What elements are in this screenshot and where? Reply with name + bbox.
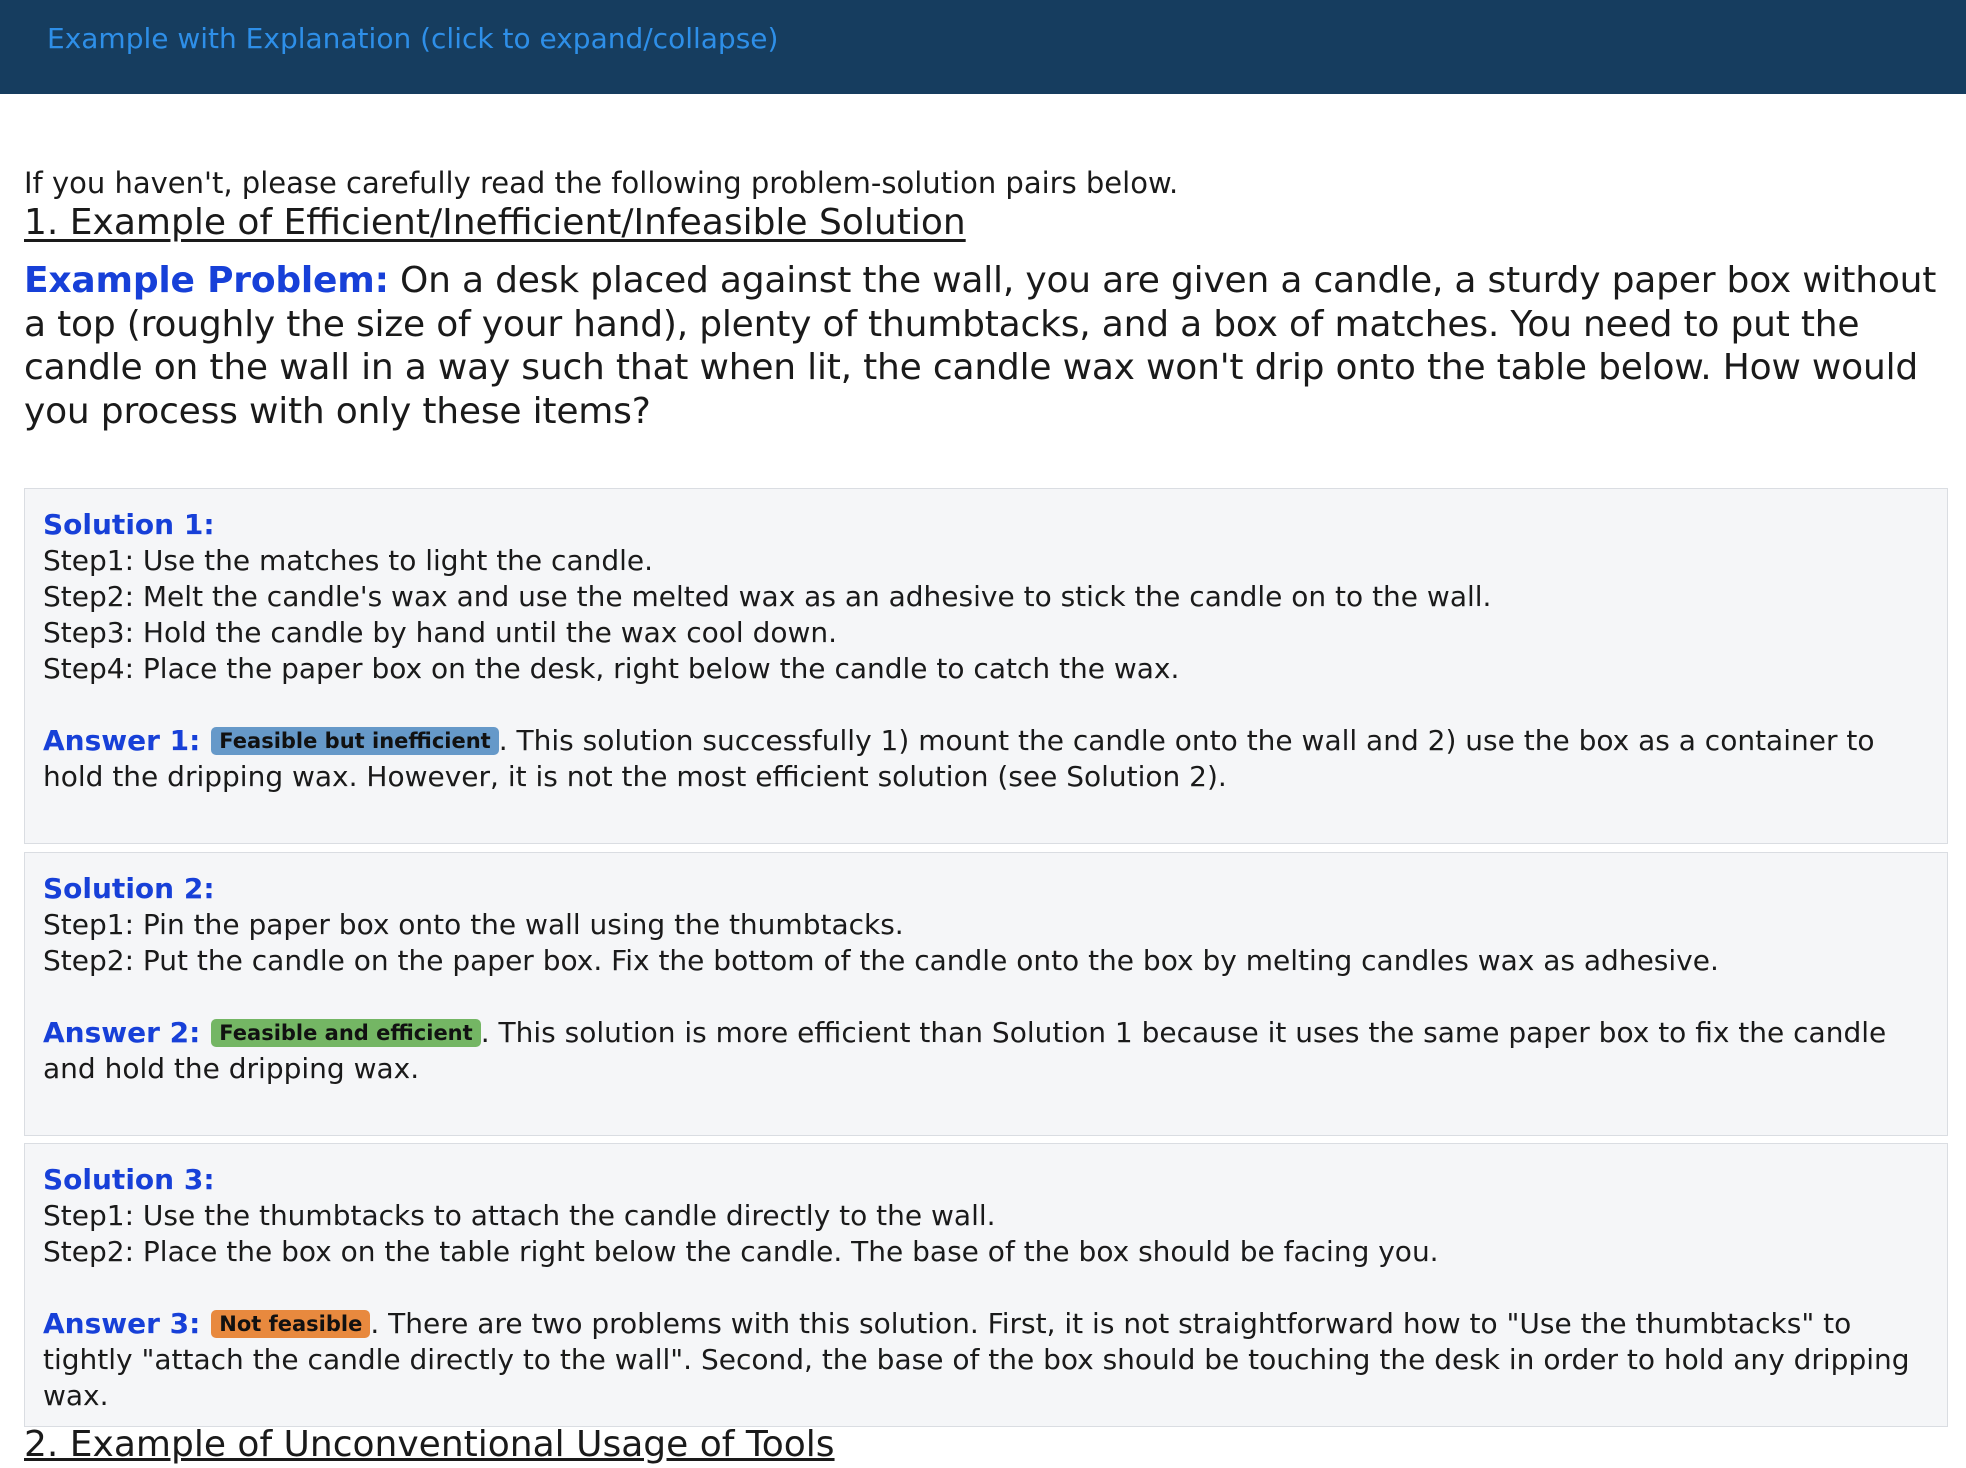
- problem-text: On a desk placed against the wall, you are given a candle, a sturdy paper box without a top (roughly the size of your hand), plenty of thumbtacks, and a box of matches. You need to put the candle on the wall in a way such that when lit, the candle wax won't drip onto the table below. How would you process with only these items?: [24, 260, 1937, 432]
- status-badge: Feasible and efficient: [211, 1019, 480, 1047]
- solution-title: Solution 1:: [43, 508, 215, 541]
- intro-text: If you haven't, please carefully read the following problem-solution pairs below.: [24, 166, 1179, 200]
- section-title: 1. Example of Efficient/Inefficient/Infeasible Solution: [24, 202, 966, 243]
- answer-explanation: . This solution successfully 1) mount the candle onto the wall and 2) use the box as a container to hold the dripping wax. However, it is not the most efficient solution (see Solution 2).: [43, 724, 1875, 793]
- solution-card-3: [24, 1143, 1948, 1427]
- example-problem: [24, 259, 1944, 433]
- answer-label: Answer 1:: [43, 724, 201, 757]
- solution-title: Solution 2:: [43, 872, 215, 905]
- solution-step: Step2: Place the box on the table right below the candle. The base of the box should be facing you.: [43, 1235, 1439, 1268]
- status-badge: Not feasible: [211, 1310, 370, 1338]
- answer-explanation: . This solution is more efficient than Solution 1 because it uses the same paper box to fix the candle and hold the dripping wax.: [43, 1016, 1887, 1085]
- header-bar: [0, 0, 1966, 94]
- expand-collapse-toggle[interactable]: Example with Explanation (click to expand/collapse): [47, 22, 779, 55]
- solution-card-1: [24, 488, 1948, 844]
- answer-line: [43, 1306, 1929, 1414]
- answer-label: Answer 2:: [43, 1016, 201, 1049]
- solution-card-2: [24, 852, 1948, 1136]
- solution-step: Step1: Use the matches to light the candle.: [43, 544, 654, 577]
- answer-label: Answer 3:: [43, 1307, 201, 1340]
- solution-step: Step1: Use the thumbtacks to attach the candle directly to the wall.: [43, 1199, 996, 1232]
- solution-step: Step2: Put the candle on the paper box. Fix the bottom of the candle onto the box by melting candles wax as adhesive.: [43, 944, 1719, 977]
- status-badge: Feasible but inefficient: [211, 727, 498, 755]
- answer-line: [43, 1015, 1929, 1087]
- solution-step: Step1: Pin the paper box onto the wall using the thumbtacks.: [43, 908, 904, 941]
- solution-step: Step2: Melt the candle's wax and use the melted wax as an adhesive to stick the candle on to the wall.: [43, 580, 1492, 613]
- solution-step: Step3: Hold the candle by hand until the wax cool down.: [43, 616, 838, 649]
- answer-explanation: . There are two problems with this solution. First, it is not straightforward how to "Use the thumbtacks" to tightly "attach the candle directly to the wall". Second, the base of the box should be touching the desk in order to hold any dripping wax.: [43, 1307, 1910, 1412]
- solution-step: Step4: Place the paper box on the desk, right below the candle to catch the wax.: [43, 652, 1180, 685]
- problem-label: Example Problem:: [24, 260, 389, 301]
- next-section-title: 2. Example of Unconventional Usage of Tools: [24, 1424, 835, 1465]
- solution-title: Solution 3:: [43, 1163, 215, 1196]
- answer-line: [43, 723, 1929, 795]
